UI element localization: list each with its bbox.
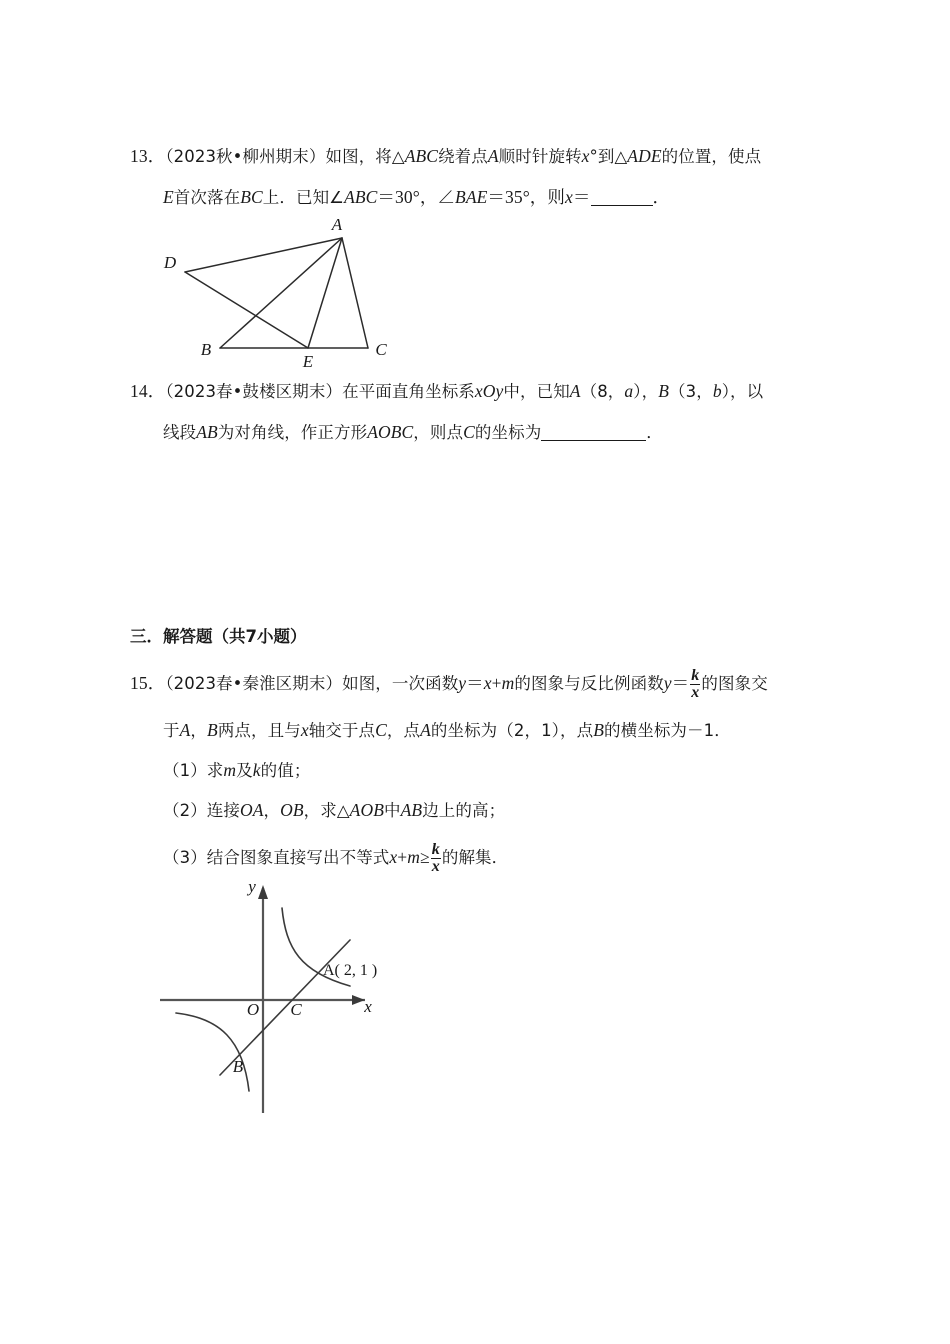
question-15-sub-1: （1）求m及k的值； bbox=[163, 760, 311, 780]
segment-AE bbox=[308, 238, 342, 348]
question-14-line-2: 线段AB为对角线，作正方形AOBC，则点C的坐标为 ． bbox=[163, 422, 663, 442]
vertex-label-C: C bbox=[375, 340, 387, 359]
question-13-number: 13 bbox=[130, 146, 148, 166]
vertex-label-D: D bbox=[163, 253, 177, 272]
answer-blank-14[interactable] bbox=[541, 425, 646, 441]
answer-blank-13[interactable] bbox=[591, 190, 653, 206]
linear-function-line bbox=[220, 940, 350, 1075]
point-label-A: A( 2, 1 ) bbox=[323, 962, 378, 979]
fraction-k-over-x-inline bbox=[690, 668, 700, 702]
vertex-label-A: A bbox=[331, 215, 343, 234]
hyperbola-branch-quadrant-3 bbox=[176, 1013, 249, 1091]
question-15-source: （2023春•秦淮区期末） bbox=[165, 674, 343, 693]
question-14-number: 14 bbox=[130, 381, 148, 401]
fraction-k-over-x-inequality bbox=[431, 842, 441, 876]
vertex-label-B: B bbox=[200, 340, 212, 359]
hyperbola-line-svg bbox=[160, 870, 410, 1120]
x-axis-arrow bbox=[352, 995, 365, 1005]
rotated-triangle-svg bbox=[150, 215, 430, 370]
point-label-C: C bbox=[290, 1000, 302, 1019]
point-label-B: B bbox=[232, 1057, 244, 1076]
question-15-number: 15 bbox=[130, 673, 148, 693]
question-15-sub-2: （2）连接OA，OB，求△AOB中AB边上的高； bbox=[163, 800, 506, 820]
question-13-source: （2023秋•柳州期末） bbox=[165, 147, 326, 166]
question-15-sub-3: （3）结合图象直接写出不等式x+m≥ $\frac{k}{x}$ 的解集． bbox=[163, 841, 509, 876]
y-axis-label: y bbox=[248, 877, 256, 896]
x-axis-label: x bbox=[364, 997, 372, 1016]
question-15-line-1: 15．（2023春•秦淮区期末）如图，一次函数y＝x+m的图象与反比例函数y＝ $\frac{k}{x}$ 的图象交 bbox=[130, 667, 768, 702]
segment-DE bbox=[185, 272, 308, 348]
fraction-denominator: x bbox=[431, 858, 440, 876]
question-14-source: （2023春•鼓楼区期末） bbox=[165, 382, 343, 401]
question-14-line-1: 14．（2023春•鼓楼区期末）在平面直角坐标系xOy中，已知A（8，a），B（3，b），以 bbox=[130, 381, 764, 401]
figure-13-container bbox=[150, 215, 430, 370]
origin-label: O bbox=[246, 1000, 260, 1019]
figure-15-container bbox=[160, 870, 410, 1120]
segment-AC bbox=[342, 238, 368, 348]
y-axis-arrow bbox=[258, 885, 268, 899]
question-15-line-2: 于A，B两点，且与x轴交于点C，点A的坐标为（2，1），点B的横坐标为－1． bbox=[163, 720, 731, 740]
question-13-line-2: E首次落在BC上．已知∠ABC＝30°，∠BAE＝35°，则x＝ ． bbox=[163, 187, 671, 207]
fraction-denominator: x bbox=[691, 684, 700, 702]
section-heading-answer-questions: 三．解答题（共7小题） bbox=[130, 627, 307, 646]
fraction-numerator: k bbox=[691, 667, 700, 684]
fraction-numerator: k bbox=[431, 841, 440, 858]
question-13-line-1: 13．（2023秋•柳州期末）如图，将△ABC绕着点A顺时针旋转x°到△ADE的位置，使点 bbox=[130, 146, 762, 166]
segment-AD bbox=[185, 238, 342, 272]
vertex-label-E: E bbox=[302, 352, 314, 371]
